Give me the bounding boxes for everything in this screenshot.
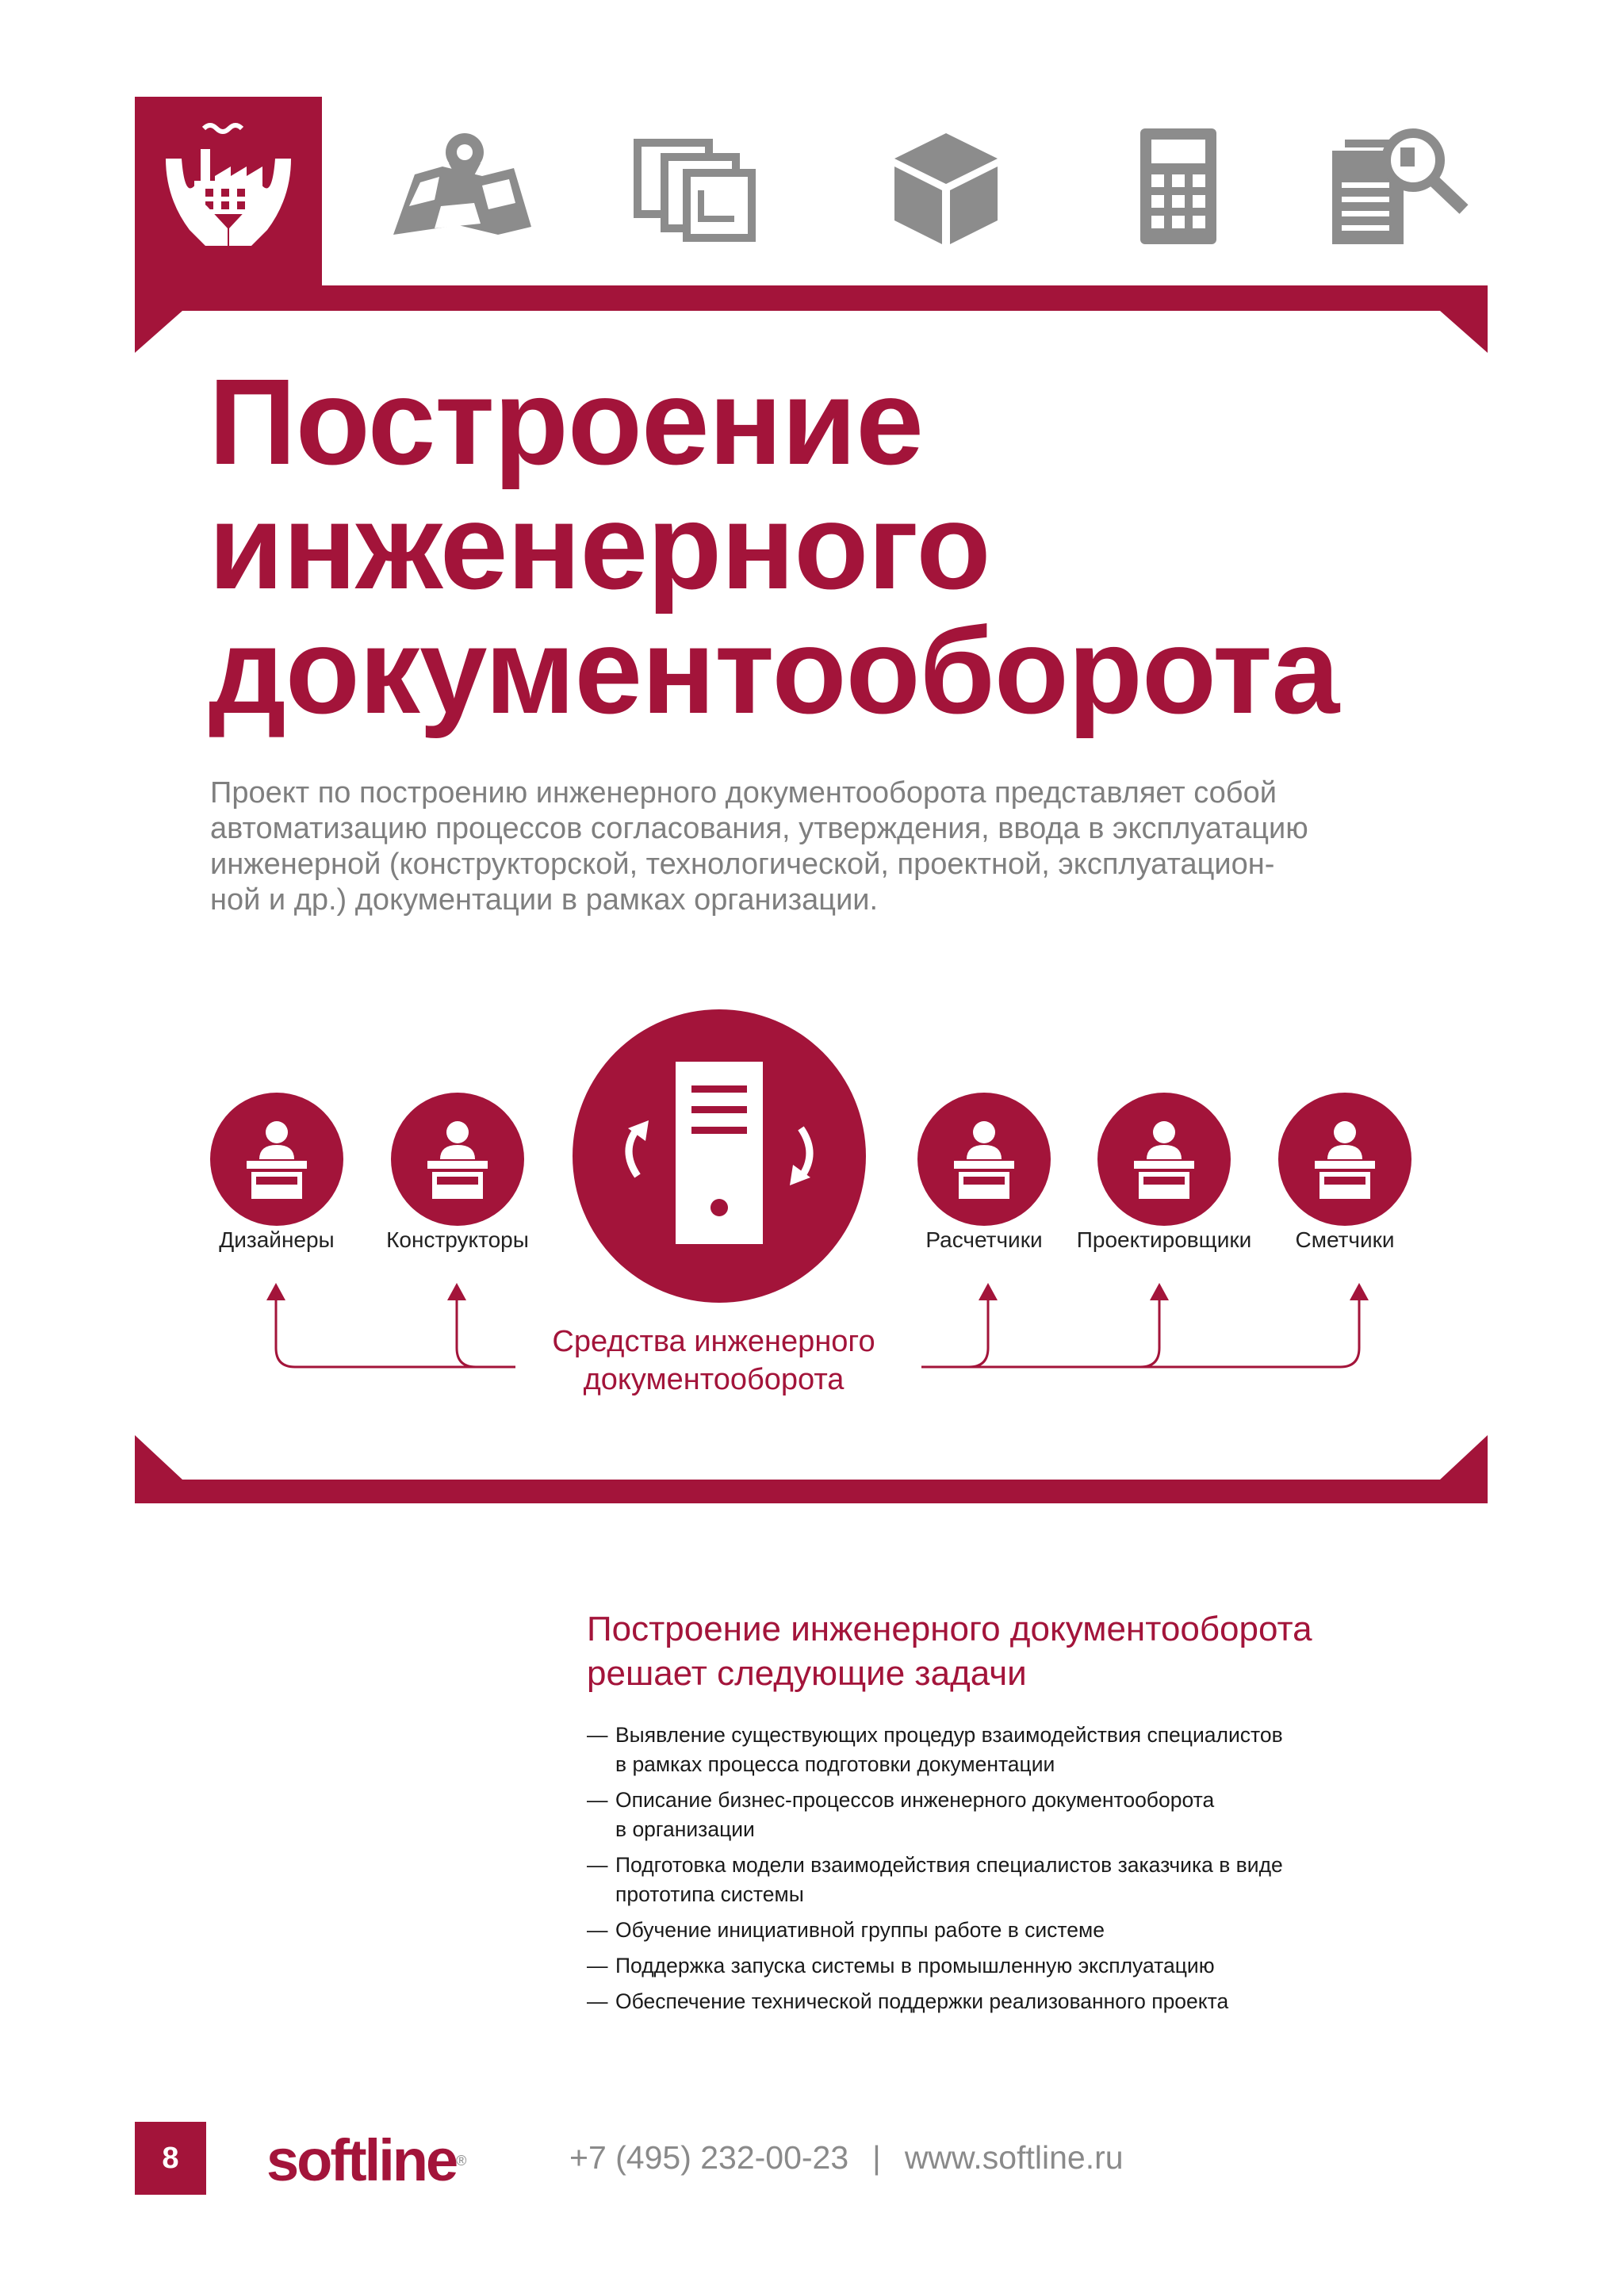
role-circle-designers[interactable]	[210, 1093, 343, 1226]
role-circle-constructors[interactable]	[391, 1093, 524, 1226]
map-pin-icon[interactable]	[387, 127, 538, 246]
list-dash: —	[587, 1918, 608, 1942]
task-line-2: прототипа системы	[615, 1882, 804, 1906]
task-line-1: Описание бизнес-процессов инженерного документооборота	[615, 1788, 1215, 1812]
intro-line-2: автоматизацию процессов согласования, утверждения, ввода в эксплуатацию	[210, 812, 1308, 845]
contact-line	[569, 2139, 1124, 2177]
website-link[interactable]: www.softline.ru	[904, 2139, 1124, 2176]
task-line-1: Подготовка модели взаимодействия специалистов заказчика в виде	[615, 1853, 1283, 1877]
list-dash: —	[587, 1788, 608, 1812]
intro-paragraph	[210, 775, 1400, 918]
title-line-2: инженерного	[209, 478, 990, 614]
task-line-1: Обеспечение технической поддержки реализованного проекта	[615, 1989, 1229, 2013]
center-caption-line-1: Средства инженерного	[552, 1325, 875, 1358]
title-line-1: Построение	[209, 354, 923, 490]
list-item	[587, 1916, 1538, 1945]
bottom-frame	[0, 1427, 1624, 1507]
role-label-constructors: Конструкторы	[386, 1227, 529, 1252]
logo-registered-mark: ®	[456, 2153, 467, 2169]
intro-line-1: Проект по построению инженерного документооборота представляет собой	[210, 776, 1277, 810]
center-caption-line-2: документооборота	[583, 1363, 845, 1396]
calculator-icon[interactable]	[1099, 127, 1250, 246]
document-search-icon[interactable]	[1324, 127, 1475, 246]
logo-text: softline	[266, 2127, 457, 2193]
cube-icon[interactable]	[871, 127, 1021, 246]
intro-line-3: инженерной (конструкторской, технологической, проектной, эксплуатацион-	[210, 848, 1275, 881]
intro-line-4: ной и др.) документации в рамках организации.	[210, 883, 879, 917]
role-label-estimators: Сметчики	[1295, 1227, 1395, 1252]
task-line-1: Поддержка запуска системы в промышленную эксплуатацию	[615, 1954, 1215, 1977]
tasks-heading	[587, 1607, 1538, 1696]
factory-hands-icon[interactable]	[155, 111, 302, 262]
task-line-1: Выявление существующих процедур взаимодействия специалистов	[615, 1723, 1283, 1747]
task-line-2: в рамках процесса подготовки документации	[615, 1752, 1055, 1776]
phone-number[interactable]: +7 (495) 232-00-23	[569, 2139, 849, 2176]
list-item	[587, 1786, 1538, 1844]
tasks-heading-line-2: решает следующие задачи	[587, 1654, 1027, 1693]
list-item	[587, 1851, 1538, 1909]
tasks-heading-line-1: Построение инженерного документооборота	[587, 1610, 1312, 1648]
list-dash: —	[587, 1723, 608, 1747]
role-label-project-designers: Проектировщики	[1076, 1227, 1252, 1252]
list-item	[587, 1987, 1538, 2016]
list-dash: —	[587, 1853, 608, 1877]
list-dash: —	[587, 1954, 608, 1977]
role-circle-calculators[interactable]	[917, 1093, 1051, 1226]
tasks-list	[587, 1721, 1538, 2023]
task-line-1: Обучение инициативной группы работе в системе	[615, 1918, 1105, 1942]
task-line-2: в организации	[615, 1817, 755, 1841]
page-title	[209, 354, 1477, 739]
role-label-calculators: Расчетчики	[925, 1227, 1043, 1252]
role-circle-designers-project[interactable]	[1097, 1093, 1231, 1226]
list-item	[587, 1721, 1538, 1779]
center-caption	[508, 1323, 920, 1399]
role-label-designers: Дизайнеры	[219, 1227, 335, 1252]
server-sync-icon[interactable]	[573, 1009, 866, 1303]
list-dash: —	[587, 1989, 608, 2013]
contact-separator: |	[872, 2139, 881, 2176]
title-line-3: документооборота	[209, 603, 1339, 739]
list-item	[587, 1951, 1538, 1981]
documents-stack-icon[interactable]	[631, 127, 782, 246]
softline-logo[interactable]	[266, 2125, 466, 2196]
page-number: 8	[135, 2122, 206, 2195]
role-circle-estimators[interactable]	[1278, 1093, 1411, 1226]
